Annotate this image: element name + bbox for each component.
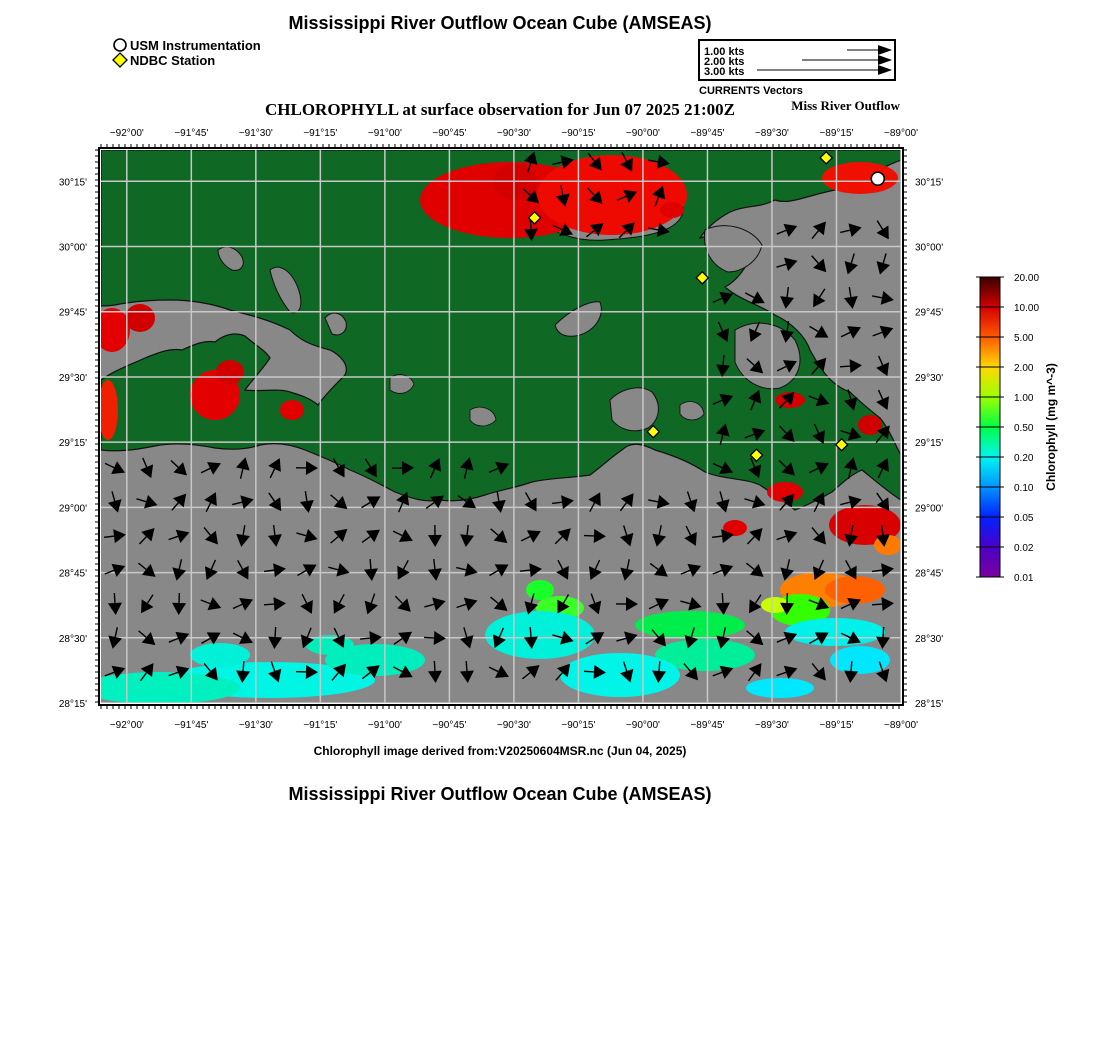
vector-key-label-3: 3.00 kts — [704, 66, 745, 78]
lon-tick-label: −91°15' — [303, 128, 338, 139]
lat-tick-label: 29°45' — [915, 307, 944, 319]
current-vector — [851, 661, 852, 671]
lon-tick-label: −89°30' — [754, 720, 789, 731]
lon-tick-label: −89°15' — [819, 128, 854, 139]
lat-tick-label: 30°15' — [58, 177, 87, 189]
vector-key — [699, 40, 895, 97]
colorbar-tick-label: 0.05 — [1014, 513, 1034, 524]
lon-tick-label: −92°00' — [109, 720, 144, 731]
lat-tick-label: 29°15' — [58, 438, 87, 450]
lon-tick-label: −89°00' — [884, 720, 918, 731]
lat-tick-label: 28°45' — [58, 568, 87, 580]
lon-tick-label: −90°30' — [496, 128, 531, 139]
current-vector — [360, 638, 370, 639]
colorbar-tick-label: 1.00 — [1014, 393, 1034, 404]
chlorophyll-patch — [216, 360, 244, 384]
lat-tick-label: 28°45' — [915, 568, 944, 580]
lat-tick-label: 28°30' — [915, 633, 944, 645]
current-vector — [659, 661, 660, 671]
lon-tick-label: −90°30' — [496, 720, 531, 731]
lat-tick-label: 29°45' — [58, 307, 87, 319]
circle-icon — [114, 39, 126, 51]
current-vector — [243, 661, 244, 671]
chlorophyll-patch — [190, 643, 250, 667]
lat-tick-label: 28°30' — [58, 633, 87, 645]
vector-key-label-2: 2.00 kts — [704, 56, 745, 68]
map-area — [59, 128, 943, 731]
lon-tick-label: −89°00' — [884, 128, 918, 139]
lon-tick-label: −92°00' — [109, 128, 144, 139]
lon-tick-label: −91°45' — [174, 720, 209, 731]
colorbar-tick-label: 0.02 — [1014, 543, 1034, 554]
station-legend — [113, 38, 261, 68]
lat-tick-label: 28°15' — [915, 699, 944, 710]
chlorophyll-patch — [830, 646, 890, 674]
legend-label-usm: USM Instrumentation — [130, 38, 261, 53]
diamond-icon — [113, 53, 127, 67]
current-vector — [370, 559, 371, 569]
current-vector — [872, 604, 882, 605]
chlorophyll-patch — [660, 202, 684, 218]
lon-tick-label: −91°15' — [303, 720, 338, 731]
lat-tick-label: 29°00' — [915, 503, 944, 515]
page-title: Mississippi River Outflow Ocean Cube (AMSEAS) — [288, 13, 712, 33]
lat-tick-label: 29°30' — [58, 372, 87, 384]
current-vector — [275, 627, 276, 637]
colorbar-tick-label: 20.00 — [1014, 273, 1040, 284]
current-vector — [466, 661, 467, 671]
current-vector — [114, 593, 115, 603]
legend-label-ndbc: NDBC Station — [130, 53, 216, 68]
lat-tick-label: 29°00' — [58, 503, 87, 515]
lat-tick-label: 30°00' — [58, 242, 87, 254]
source-caption: Chlorophyll image derived from:V20250604MSR.nc (Jun 04, 2025) — [313, 744, 687, 758]
chlorophyll-patch — [822, 162, 898, 194]
chlorophyll-patch — [746, 678, 814, 698]
lon-tick-label: −90°00' — [625, 720, 660, 731]
lon-tick-label: −91°45' — [174, 128, 209, 139]
lat-tick-label: 28°15' — [58, 699, 87, 710]
lon-tick-label: −91°30' — [238, 128, 273, 139]
current-vector — [530, 627, 531, 637]
colorbar-label: Chlorophyll (mg m^-3) — [1044, 363, 1058, 491]
current-vector — [584, 671, 594, 672]
lon-tick-label: −90°15' — [561, 720, 596, 731]
lon-tick-label: −89°30' — [754, 128, 789, 139]
lon-tick-label: −89°45' — [690, 720, 725, 731]
chlorophyll-patch — [635, 611, 745, 639]
lon-tick-label: −90°15' — [561, 128, 596, 139]
chlorophyll-patch — [537, 155, 687, 235]
current-vector — [883, 627, 884, 637]
lat-tick-label: 30°15' — [915, 177, 944, 189]
colorbar-tick-label: 2.00 — [1014, 363, 1034, 374]
lon-tick-label: −89°15' — [819, 720, 854, 731]
lon-tick-label: −91°00' — [367, 720, 402, 731]
colorbar-tick-label: 0.50 — [1014, 423, 1034, 434]
colorbar-tick-label: 0.10 — [1014, 483, 1034, 494]
current-vector — [424, 637, 434, 638]
lon-tick-label: −90°45' — [432, 720, 467, 731]
current-vector — [264, 604, 274, 605]
chlorophyll-patch — [98, 380, 118, 440]
current-vector — [723, 355, 724, 365]
usm-instrumentation-marker[interactable] — [871, 172, 884, 185]
lon-tick-label: −90°45' — [432, 128, 467, 139]
colorbar — [976, 273, 1058, 584]
chlorophyll-patch — [280, 400, 304, 420]
current-vector — [840, 366, 850, 367]
colorbar-tick-label: 0.01 — [1014, 573, 1034, 584]
lon-tick-label: −89°45' — [690, 128, 725, 139]
lon-tick-label: −91°30' — [238, 720, 273, 731]
chlorophyll-patch — [125, 304, 155, 332]
barataria-bay — [610, 388, 658, 431]
current-vector — [434, 661, 435, 671]
chlorophyll-patch — [858, 415, 882, 435]
current-vector — [722, 593, 723, 603]
colorbar-tick-label: 0.20 — [1014, 453, 1034, 464]
footer-title: Mississippi River Outflow Ocean Cube (AMSEAS) — [288, 784, 712, 804]
lat-tick-label: 29°15' — [915, 438, 944, 450]
lat-tick-label: 29°30' — [915, 372, 944, 384]
region-label: Miss River Outflow — [791, 98, 900, 113]
colorbar-tick-label: 10.00 — [1014, 303, 1040, 314]
map-subtitle: CHLOROPHYLL at surface observation for Jun 07 2025 21:00Z — [264, 100, 736, 119]
chlorophyll-patch — [526, 580, 554, 600]
chlorophyll-patch — [785, 618, 885, 646]
vector-key-label-1: 1.00 kts — [704, 46, 745, 58]
lat-tick-label: 30°00' — [915, 242, 944, 254]
colorbar-tick-label: 5.00 — [1014, 333, 1034, 344]
vector-key-caption: CURRENTS Vectors — [699, 85, 803, 97]
lon-tick-label: −90°00' — [625, 128, 660, 139]
lon-tick-label: −91°00' — [367, 128, 402, 139]
